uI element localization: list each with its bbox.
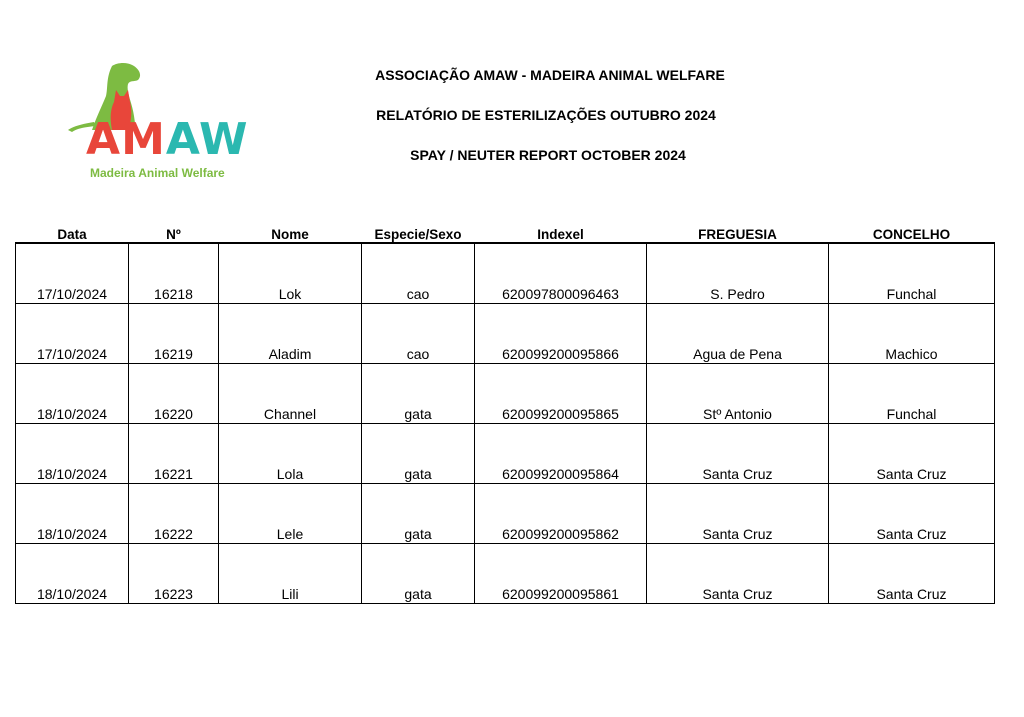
cell-name: Aladim	[219, 304, 362, 364]
cell-parish: Santa Cruz	[647, 424, 829, 484]
cell-parish: Agua de Pena	[647, 304, 829, 364]
cell-name: Lola	[219, 424, 362, 484]
column-header-municipality: CONCELHO	[872, 227, 951, 242]
cell-species-sex: gata	[362, 424, 475, 484]
cell-municipality: Santa Cruz	[829, 544, 995, 604]
cell-municipality: Funchal	[829, 364, 995, 424]
cell-municipality: Santa Cruz	[829, 424, 995, 484]
cell-number: 16220	[129, 364, 219, 424]
cell-date: 17/10/2024	[16, 243, 129, 304]
sterilization-table	[15, 223, 995, 604]
cell-indexel: 620099200095864	[475, 424, 647, 484]
logo-tagline: Madeira Animal Welfare	[90, 166, 225, 180]
report-title-en: SPAY / NEUTER REPORT OCTOBER 2024	[410, 147, 686, 163]
association-title: ASSOCIAÇÃO AMAW - MADEIRA ANIMAL WELFARE	[375, 67, 725, 83]
cell-species-sex: cao	[362, 304, 475, 364]
cell-indexel: 620097800096463	[475, 243, 647, 304]
cell-indexel: 620099200095865	[475, 364, 647, 424]
cell-number: 16219	[129, 304, 219, 364]
logo-letter: W	[198, 114, 249, 165]
logo-letter: M	[121, 114, 166, 165]
cell-parish: S. Pedro	[647, 243, 829, 304]
cell-number: 16218	[129, 243, 219, 304]
amaw-logo	[62, 62, 249, 186]
cell-parish: Santa Cruz	[647, 484, 829, 544]
cell-municipality: Santa Cruz	[829, 484, 995, 544]
cell-indexel: 620099200095866	[475, 304, 647, 364]
cell-date: 18/10/2024	[16, 484, 129, 544]
cell-municipality: Machico	[829, 304, 995, 364]
table-row	[16, 364, 995, 424]
cell-number: 16222	[129, 484, 219, 544]
report-title-pt: RELATÓRIO DE ESTERILIZAÇÕES OUTUBRO 2024	[376, 107, 716, 123]
column-header-name: Nome	[271, 227, 309, 242]
column-header-species-sex: Especie/Sexo	[374, 227, 462, 242]
table-header-row	[16, 223, 995, 243]
column-header-number: Nº	[166, 227, 181, 242]
cell-indexel: 620099200095861	[475, 544, 647, 604]
cell-name: Lok	[219, 243, 362, 304]
cell-number: 16221	[129, 424, 219, 484]
cell-indexel: 620099200095862	[475, 484, 647, 544]
cell-species-sex: gata	[362, 544, 475, 604]
logo-wordmark	[86, 114, 249, 165]
logo-letter: A	[165, 114, 199, 165]
column-header-date: Data	[57, 227, 87, 242]
cell-species-sex: gata	[362, 364, 475, 424]
cell-name: Lili	[219, 544, 362, 604]
logo-letter: A	[86, 114, 122, 165]
cell-date: 18/10/2024	[16, 364, 129, 424]
cell-municipality: Funchal	[829, 243, 995, 304]
table-row	[16, 424, 995, 484]
column-header-indexel: Indexel	[537, 227, 584, 242]
cell-species-sex: gata	[362, 484, 475, 544]
cell-parish: Stº Antonio	[647, 364, 829, 424]
table-row	[16, 544, 995, 604]
cell-date: 18/10/2024	[16, 424, 129, 484]
cell-date: 17/10/2024	[16, 304, 129, 364]
report-header	[300, 66, 800, 186]
cell-species-sex: cao	[362, 243, 475, 304]
cell-number: 16223	[129, 544, 219, 604]
column-header-parish: FREGUESIA	[698, 227, 777, 242]
table-row	[16, 304, 995, 364]
cell-name: Channel	[219, 364, 362, 424]
table-row	[16, 484, 995, 544]
cell-date: 18/10/2024	[16, 544, 129, 604]
table-row	[16, 243, 995, 304]
cell-name: Lele	[219, 484, 362, 544]
cell-parish: Santa Cruz	[647, 544, 829, 604]
